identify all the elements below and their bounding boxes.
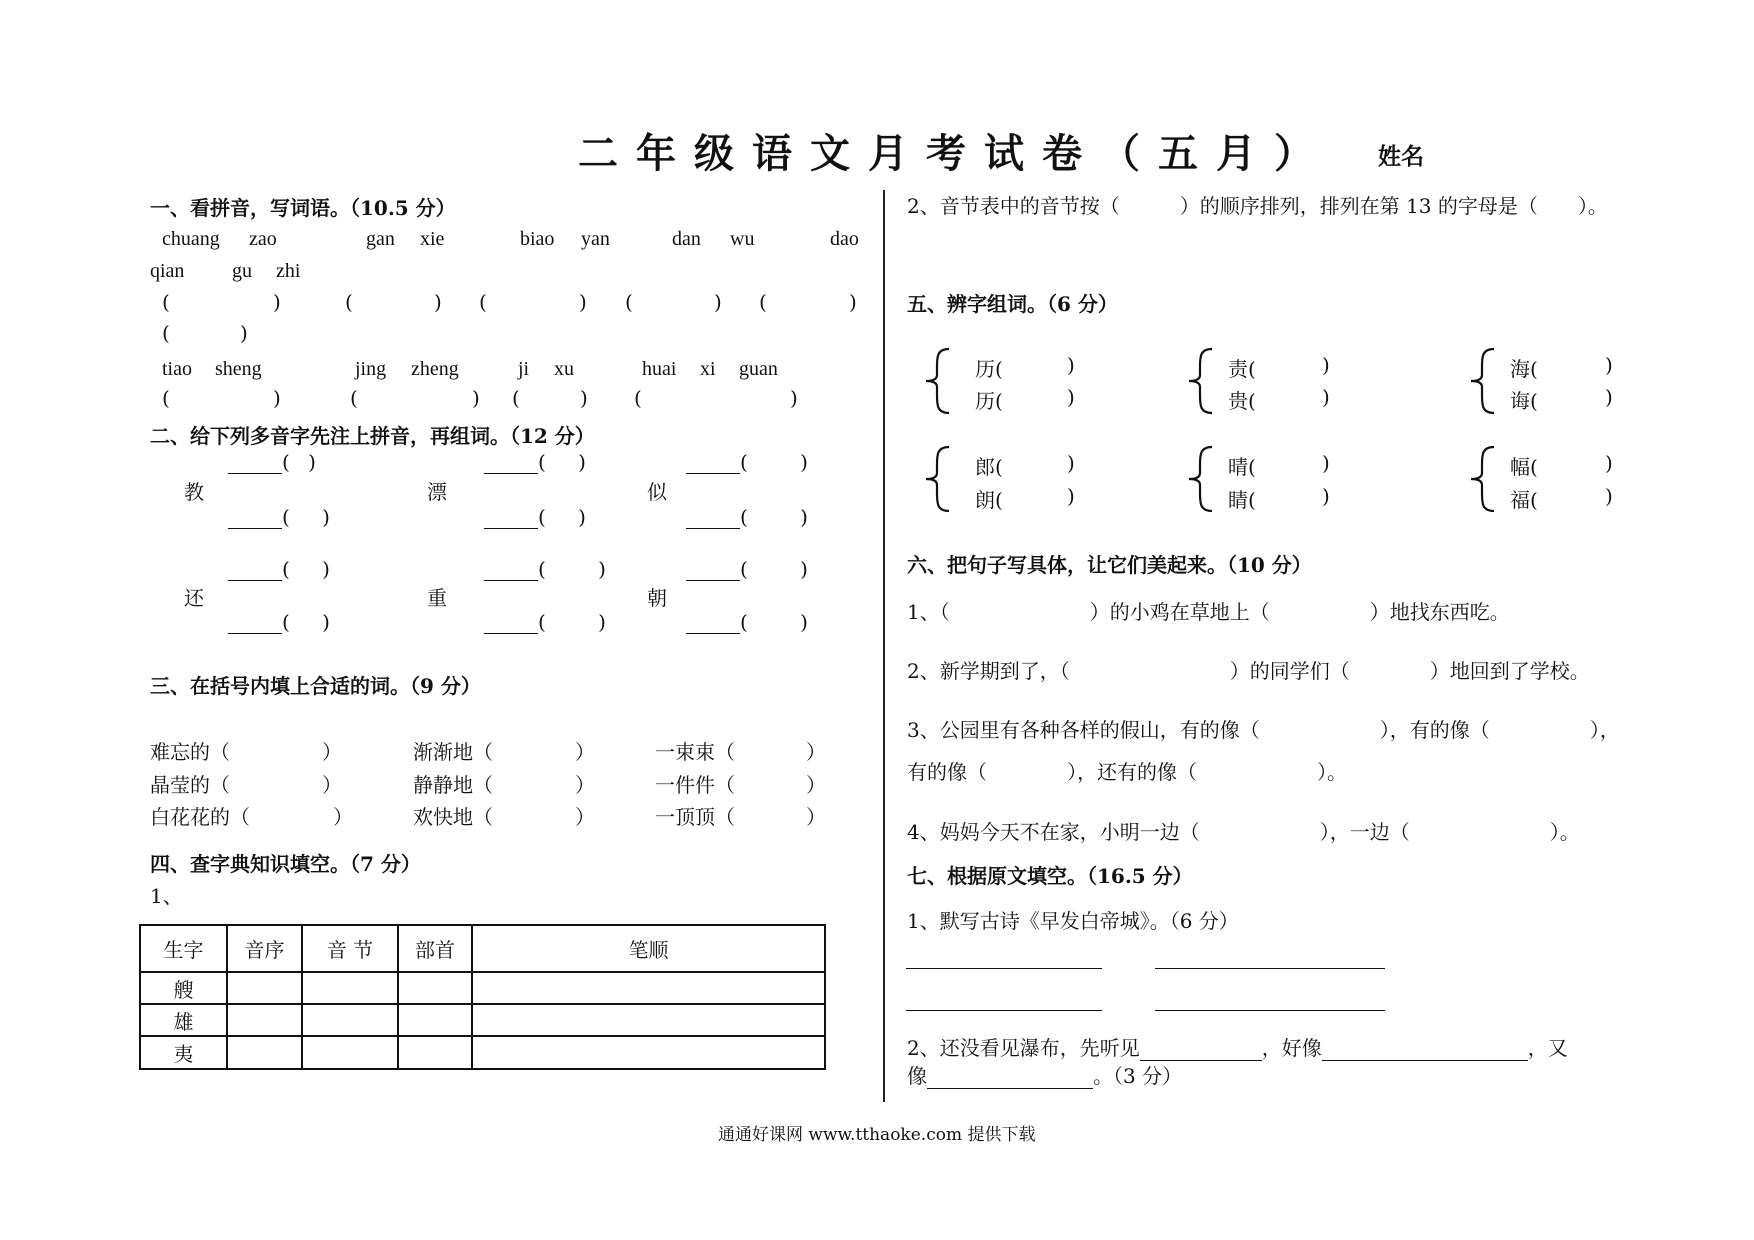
footer-text: 通通好课网 www.tthaoke.com 提供下载	[718, 1125, 1036, 1145]
pinyin: qian	[150, 260, 185, 282]
section1-title: 一、看拼音，写词语。（10.5 分）	[150, 196, 456, 220]
pinyin-blank-row: ( )	[484, 450, 586, 474]
pinyin: biao	[520, 228, 555, 250]
waterfall-text-4: 像	[907, 1064, 927, 1088]
char-group-item: 责(	[1228, 357, 1256, 381]
pinyin: zao	[249, 228, 277, 250]
answer-paren-close: )	[273, 386, 281, 410]
answer-paren-open: (	[634, 386, 642, 410]
answer-paren-close: )	[580, 386, 588, 410]
char-group-close: )	[1605, 353, 1613, 377]
char-group-item: 福(	[1510, 488, 1538, 512]
table-cell	[302, 1036, 398, 1069]
answer-paren-close: )	[714, 290, 722, 314]
pinyin: yan	[581, 228, 610, 250]
table-cell	[472, 1004, 825, 1036]
answer-line	[1155, 1010, 1385, 1011]
pinyin-blank-row: ( )	[484, 557, 606, 581]
question-number: 1、	[150, 884, 183, 908]
char-group-close: )	[1322, 353, 1330, 377]
fill-item-close: ）	[806, 740, 826, 764]
pinyin-blank-row: ( )	[228, 505, 330, 529]
answer-blank	[927, 1087, 1093, 1089]
section3-title: 三、在括号内填上合适的词。（9 分）	[150, 674, 481, 698]
answer-paren-close: )	[240, 321, 248, 345]
table-header: 音 节	[302, 925, 398, 972]
fill-item: 渐渐地（	[413, 740, 493, 764]
answer-blank	[1322, 1059, 1528, 1061]
brace-icon	[1468, 445, 1496, 513]
char-group-item: 郎(	[975, 455, 1003, 479]
fill-item-close: ）	[575, 805, 595, 829]
table-cell-char: 雄	[140, 1004, 227, 1036]
brace-icon	[923, 445, 951, 513]
char-group-close: )	[1322, 451, 1330, 475]
char-group-item: 贵(	[1228, 389, 1256, 413]
char-group-close: )	[1322, 484, 1330, 508]
fill-item-close: ）	[575, 740, 595, 764]
pinyin: zheng	[411, 358, 459, 380]
table-cell	[227, 1036, 302, 1069]
answer-paren-open: (	[512, 386, 520, 410]
table-cell-char: 艘	[140, 972, 227, 1004]
fill-item-close: ）	[806, 773, 826, 797]
char-group-item: 幅(	[1510, 455, 1538, 479]
char-group-item: 历(	[975, 357, 1003, 381]
answer-paren-open: (	[162, 290, 170, 314]
char-group-item: 晴(	[1228, 455, 1256, 479]
brace-icon	[1468, 347, 1496, 415]
pinyin: xie	[420, 228, 445, 250]
pinyin-blank-row: ( )	[228, 557, 330, 581]
sentence-item: 有的像（ ），还有的像（ ）。	[907, 760, 1347, 784]
char-group-close: )	[1067, 484, 1075, 508]
section7-title: 七、根据原文填空。（16.5 分）	[907, 864, 1193, 888]
pinyin-blank-row: ( )	[686, 610, 808, 634]
fill-item-close: ）	[322, 773, 342, 797]
pinyin: dan	[672, 228, 701, 250]
brace-icon	[1186, 445, 1214, 513]
name-label: 姓名	[1378, 143, 1424, 170]
table-cell	[398, 1036, 472, 1069]
answer-line	[906, 968, 1102, 969]
fill-item: 一顶顶（	[655, 805, 735, 829]
pinyin: sheng	[215, 358, 262, 380]
char-group-item: 朗(	[975, 488, 1003, 512]
answer-paren-open: (	[345, 290, 353, 314]
answer-paren-open: (	[162, 321, 170, 345]
pinyin: huai	[642, 358, 677, 380]
pinyin: zhi	[276, 260, 301, 282]
table-cell	[472, 972, 825, 1004]
pinyin-blank-row: ( )	[484, 505, 586, 529]
fill-item: 难忘的（	[150, 740, 230, 764]
answer-paren-open: (	[625, 290, 633, 314]
section4-question2: 2、音节表中的音节按（ ）的顺序排列，排列在第 13 的字母是（ ）。	[907, 194, 1608, 218]
answer-paren-close: )	[579, 290, 587, 314]
char-group-close: )	[1322, 385, 1330, 409]
answer-paren-close: )	[434, 290, 442, 314]
fill-item: 晶莹的（	[150, 773, 230, 797]
pinyin: wu	[730, 228, 755, 250]
pinyin-blank-row: ( )	[686, 505, 808, 529]
table-cell	[302, 1004, 398, 1036]
table-row	[140, 1036, 825, 1069]
char-group-close: )	[1605, 385, 1613, 409]
answer-paren-close: )	[472, 386, 480, 410]
pinyin: guan	[739, 358, 778, 380]
answer-paren-open: (	[350, 386, 358, 410]
pinyin: jing	[355, 358, 387, 380]
pinyin: tiao	[162, 358, 192, 380]
polyphone-char: 朝	[647, 586, 667, 610]
answer-paren-close: )	[849, 290, 857, 314]
char-group-close: )	[1067, 385, 1075, 409]
fill-item: 一束束（	[655, 740, 735, 764]
char-group-item: 历(	[975, 389, 1003, 413]
brace-icon	[923, 347, 951, 415]
answer-paren-close: )	[790, 386, 798, 410]
answer-paren-close: )	[273, 290, 281, 314]
sentence-item: 4、妈妈今天不在家，小明一边（ ），一边（ ）。	[907, 820, 1580, 844]
fill-item-close: ）	[322, 740, 342, 764]
fill-item: 白花花的（	[150, 805, 250, 829]
table-header: 音序	[227, 925, 302, 972]
fill-item-close: ）	[333, 805, 353, 829]
brace-icon	[1186, 347, 1214, 415]
fill-item: 欢快地（	[413, 805, 493, 829]
table-row	[140, 972, 825, 1004]
pinyin: gu	[232, 260, 252, 282]
pinyin-blank-row: ( )	[484, 610, 606, 634]
waterfall-text-5: 。（3 分）	[1093, 1064, 1183, 1088]
pinyin: chuang	[162, 228, 220, 250]
polyphone-char: 重	[427, 586, 447, 610]
waterfall-question-cont	[907, 1060, 1182, 1089]
table-cell	[227, 1004, 302, 1036]
table-cell	[398, 972, 472, 1004]
char-group-close: )	[1067, 353, 1075, 377]
fill-item: 一件件（	[655, 773, 735, 797]
char-group-item: 海(	[1510, 357, 1538, 381]
fill-item-close: ）	[806, 805, 826, 829]
table-header: 生字	[140, 925, 227, 972]
answer-line	[906, 1010, 1102, 1011]
waterfall-question	[907, 1032, 1568, 1061]
fill-item: 静静地（	[413, 773, 493, 797]
table-header: 笔顺	[472, 925, 825, 972]
char-group-item: 睛(	[1228, 488, 1256, 512]
table-cell	[398, 1004, 472, 1036]
sentence-item: 1、（ ）的小鸡在草地上（ ）地找东西吃。	[907, 600, 1510, 624]
waterfall-text-2: ，好像	[1261, 1036, 1322, 1060]
fill-item-close: ）	[575, 773, 595, 797]
section4-title: 四、查字典知识填空。（7 分）	[150, 852, 421, 876]
sentence-item: 2、新学期到了，（ ）的同学们（ ）地回到了学校。	[907, 659, 1590, 683]
table-cell	[302, 972, 398, 1004]
sentence-item: 3、公园里有各种各样的假山，有的像（ ），有的像（ ），	[907, 718, 1620, 742]
answer-paren-open: (	[759, 290, 767, 314]
char-group-item: 诲(	[1510, 389, 1538, 413]
table-row	[140, 1004, 825, 1036]
section5-title: 五、辨字组词。（6 分）	[907, 292, 1118, 316]
pinyin: dao	[830, 228, 859, 250]
answer-paren-open: (	[162, 386, 170, 410]
table-cell-char: 夷	[140, 1036, 227, 1069]
table-cell	[472, 1036, 825, 1069]
page-title: 二年级语文月考试卷（五月）	[578, 130, 1332, 177]
answer-paren-open: (	[479, 290, 487, 314]
pinyin: xu	[554, 358, 574, 380]
table-header: 部首	[398, 925, 472, 972]
char-group-close: )	[1605, 484, 1613, 508]
pinyin-blank-row: ( )	[228, 450, 316, 474]
waterfall-text-1: 2、还没看见瀑布，先听见	[907, 1036, 1140, 1060]
pinyin-blank-row: ( )	[686, 450, 808, 474]
answer-line	[1155, 968, 1385, 969]
pinyin: ji	[518, 358, 530, 380]
section2-title: 二、给下列多音字先注上拼音，再组词。（12 分）	[150, 424, 595, 448]
pinyin: gan	[366, 228, 395, 250]
dictionary-table	[139, 924, 826, 1070]
polyphone-char: 漂	[427, 480, 447, 504]
table-cell	[227, 972, 302, 1004]
section6-title: 六、把句子写具体，让它们美起来。（10 分）	[907, 553, 1312, 577]
pinyin-blank-row: ( )	[228, 610, 330, 634]
poem-question: 1、默写古诗《早发白帝城》。（6 分）	[907, 909, 1239, 933]
pinyin: xi	[700, 358, 716, 380]
polyphone-char: 似	[647, 480, 667, 504]
waterfall-text-3: ，又	[1527, 1036, 1568, 1060]
char-group-close: )	[1067, 451, 1075, 475]
polyphone-char: 还	[184, 586, 204, 610]
column-divider	[883, 190, 885, 1102]
char-group-close: )	[1605, 451, 1613, 475]
pinyin-blank-row: ( )	[686, 557, 808, 581]
polyphone-char: 教	[184, 480, 204, 504]
